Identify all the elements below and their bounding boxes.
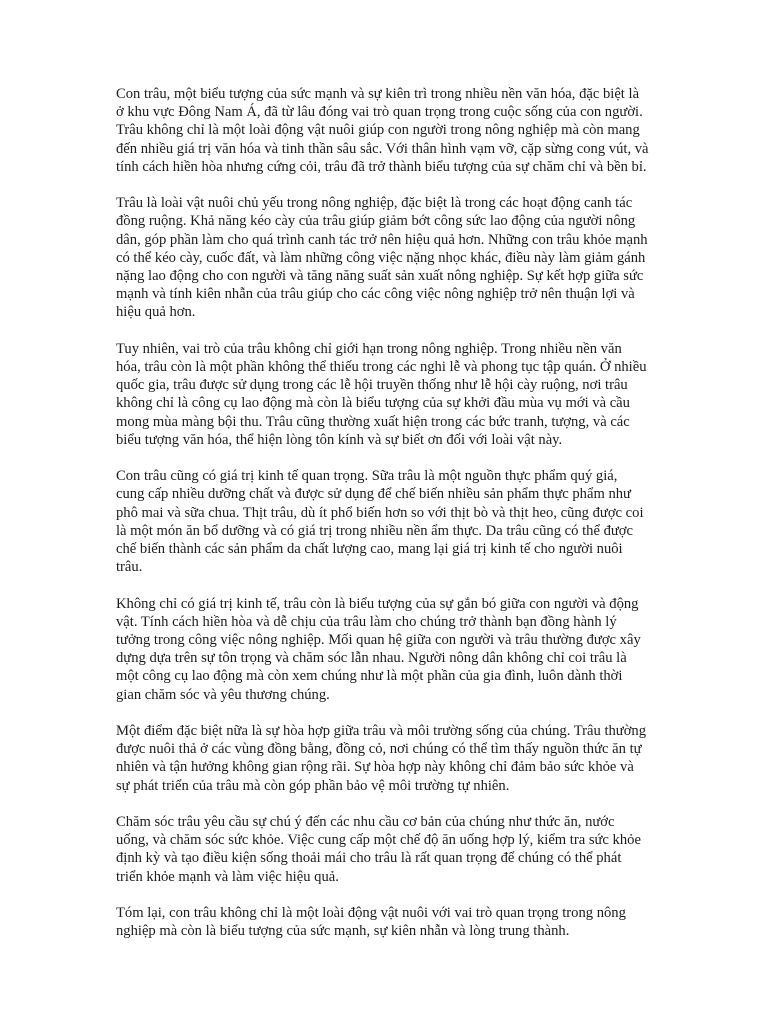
paragraph-agriculture: Trâu là loài vật nuôi chủ yếu trong nông nghiệp, đặc biệt là trong các hoạt động canh tác đồng ruộng. Khả năng kéo cày của trâu giúp giảm bớt công sức lao động của người nông dân, góp phần làm cho quá trình canh tác trở nên hiệu quả hơn. Những con trâu khỏe mạnh có thể kéo cày, cuốc đất, và làm những công việc nặng nhọc khác, điều này làm giảm gánh nặng lao động cho con người và tăng năng suất sản xuất nông nghiệp. Sự kết hợp giữa sức mạnh và tính kiên nhẫn của trâu giúp cho các công việc nông nghiệp trở nên thuận lợi và hiệu quả hơn. [116,195,648,321]
paragraph-conclusion: Tóm lại, con trâu không chỉ là một loài động vật nuôi với vai trò quan trọng trong nông nghiệp mà còn là biểu tượng của sức mạnh, sự kiên nhẫn và lòng trung thành. [116,905,626,940]
paragraph-intro: Con trâu, một biểu tượng của sức mạnh và sự kiên trì trong nhiều nền văn hóa, đặc biệt là ở khu vực Đông Nam Á, đã từ lâu đóng vai trò quan trọng trong cuộc sống của con người. Trâu không chỉ là một loài động vật nuôi giúp con người trong nông nghiệp mà còn mang đến nhiều giá trị văn hóa và tinh thần sâu sắc. Với thân hình vạm vỡ, cặp sừng cong vút, và tính cách hiền hòa nhưng cứng cỏi, trâu đã trở thành biểu tượng của sự chăm chỉ và bền bỉ. [116,86,649,175]
document-body [116,85,649,959]
paragraph-environment: Một điểm đặc biệt nữa là sự hòa hợp giữa trâu và môi trường sống của chúng. Trâu thường được nuôi thả ở các vùng đồng bằng, đồng cỏ, nơi chúng có thể tìm thấy nguồn thức ăn tự nhiên và tận hưởng không gian rộng rãi. Sự hòa hợp này không chỉ đảm bảo sức khỏe và sự phát triển của trâu mà còn góp phần bảo vệ môi trường tự nhiên. [116,723,647,794]
paragraph-economy: Con trâu cũng có giá trị kinh tế quan trọng. Sữa trâu là một nguồn thực phẩm quý giá, cung cấp nhiều dưỡng chất và được sử dụng để chế biến nhiều sản phẩm thực phẩm như phô mai và sữa chua. Thịt trâu, dù ít phổ biến hơn so với thịt bò và thịt heo, cũng được coi là một món ăn bổ dưỡng và có giá trị trong nhiều nền ẩm thực. Da trâu cũng có thể được chế biến thành các sản phẩm da chất lượng cao, mang lại giá trị kinh tế cho người nuôi trâu. [116,468,644,576]
paragraph-culture: Tuy nhiên, vai trò của trâu không chỉ giới hạn trong nông nghiệp. Trong nhiều nền văn hóa, trâu còn là một phần không thể thiếu trong các nghi lễ và phong tục tập quán. Ở nhiều quốc gia, trâu được sử dụng trong các lễ hội truyền thống như lễ hội cày ruộng, nơi trâu không chỉ là công cụ lao động mà còn là biểu tượng của sự khởi đầu mùa vụ mới và cầu mong mùa màng bội thu. Trâu cũng thường xuất hiện trong các bức tranh, tượng, và các biểu tượng văn hóa, thể hiện lòng tôn kính và sự biết ơn đối với loài vật này. [116,340,647,448]
paragraph-bond: Không chỉ có giá trị kinh tế, trâu còn là biểu tượng của sự gắn bó giữa con người và động vật. Tính cách hiền hòa và dễ chịu của trâu làm cho chúng trở thành bạn đồng hành lý tưởng trong công việc nông nghiệp. Mối quan hệ giữa con người và trâu thường được xây dựng dựa trên sự tôn trọng và chăm sóc lẫn nhau. Người nông dân không chỉ coi trâu là một công cụ lao động mà còn xem chúng như là một phần của gia đình, luôn dành thời gian chăm sóc và yêu thương chúng. [116,595,641,703]
paragraph-care: Chăm sóc trâu yêu cầu sự chú ý đến các nhu cầu cơ bản của chúng như thức ăn, nước uống, và chăm sóc sức khỏe. Việc cung cấp một chế độ ăn uống hợp lý, kiểm tra sức khỏe định kỳ và tạo điều kiện sống thoải mái cho trâu là rất quan trọng để chúng có thể phát triển khỏe mạnh và làm việc hiệu quả. [116,814,641,885]
